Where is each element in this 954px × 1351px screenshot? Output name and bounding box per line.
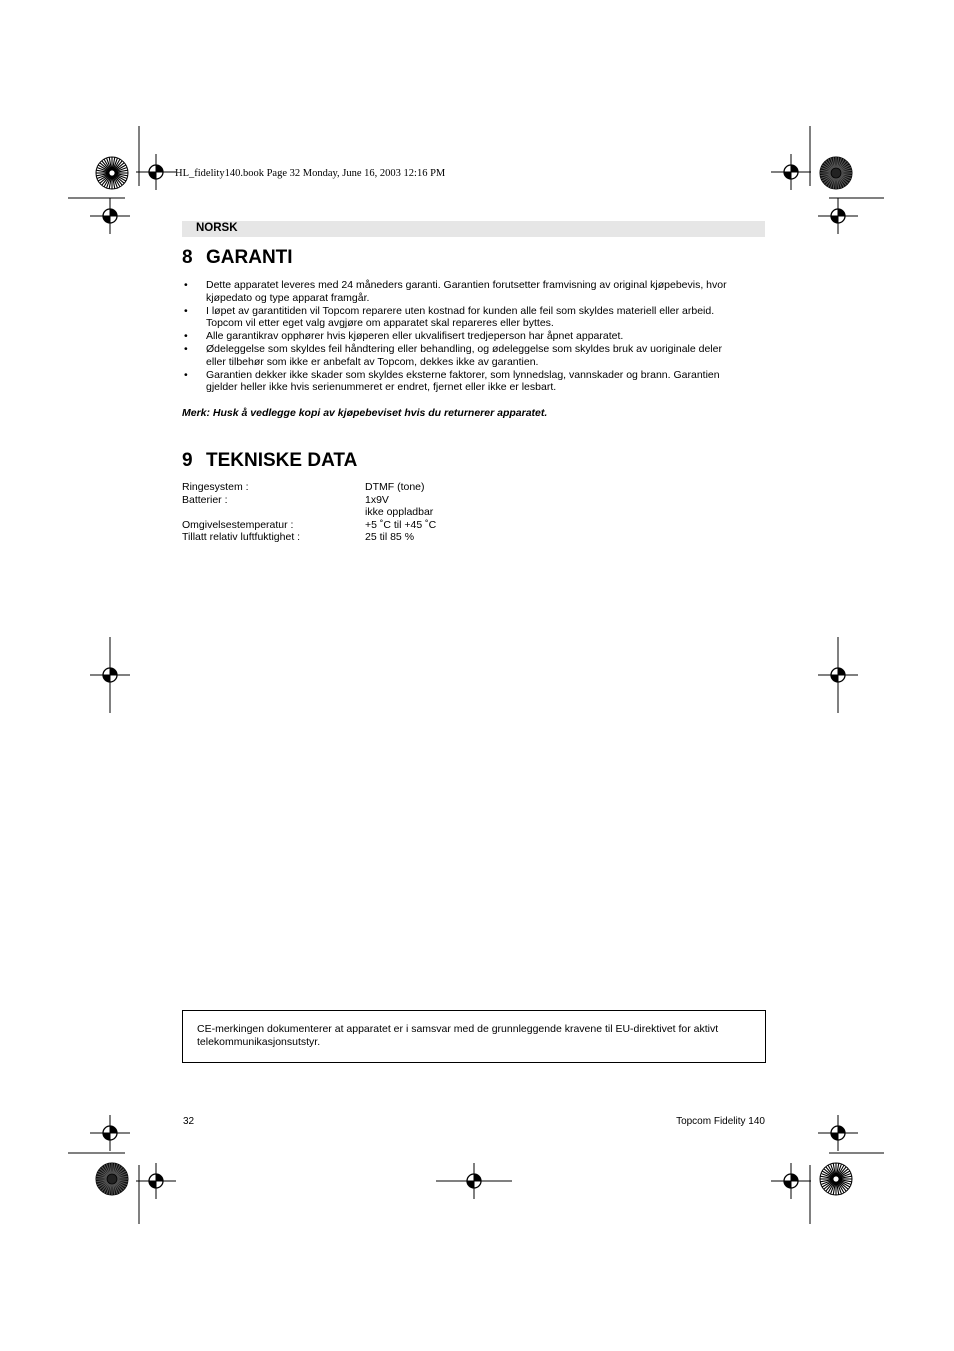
list-item-line: Dette apparatet leveres med 24 måneders garanti. Garantien forutsetter framvisning av original kjøpebevis, hvor [206, 279, 727, 291]
list-item-line: Topcom vil etter eget valg avgjøre om apparatet skal repareres eller byttes. [206, 317, 554, 330]
footer-product-name: Topcom Fidelity 140 [676, 1116, 765, 1127]
spec-value: +5 ˚C til +45 ˚C [365, 518, 437, 531]
spec-label: Omgivelsestemperatur : [182, 518, 294, 531]
spec-value: 1x9V [365, 493, 389, 506]
color-wheel-center [107, 1174, 117, 1184]
color-wheel-center [833, 1176, 839, 1182]
spec-value: 25 til 85 % [365, 531, 415, 544]
section-9-title: TEKNISKE DATA [206, 450, 358, 471]
print-header: HL_fidelity140.book Page 32 Monday, June 16, 2003 12:16 PM [175, 168, 446, 179]
list-item-line: kjøpedato og type apparat framgår. [206, 291, 370, 304]
warranty-list [182, 279, 766, 394]
list-item [182, 343, 766, 369]
list-item [182, 330, 766, 343]
bullet-icon: • [184, 342, 188, 355]
ce-notice-text [197, 1023, 757, 1048]
language-label: NORSK [196, 222, 238, 234]
spec-value: DTMF (tone) [365, 481, 425, 493]
list-item [182, 305, 766, 331]
section-9-number: 9 [182, 450, 193, 471]
spec-label: Batterier : [182, 493, 228, 506]
bullet-icon: • [184, 368, 188, 381]
section-8-title: GARANTI [206, 247, 293, 268]
list-item-line: eller tilbehør som ikke er anbefalt av Topcom, dekkes ikke av garantien. [206, 355, 539, 368]
bullet-icon: • [184, 304, 188, 317]
spec-label: Ringesystem : [182, 481, 249, 493]
spec-label: Tillatt relativ luftfuktighet : [182, 531, 301, 544]
section-8-number: 8 [182, 247, 193, 268]
language-bar [182, 221, 765, 237]
ce-notice-line: telekommunikasjonsutstyr. [197, 1035, 321, 1048]
warranty-note: Merk: Husk å vedlegge kopi av kjøpebeviset hvis du returnerer apparatet. [182, 407, 548, 419]
spec-value: ikke oppladbar [365, 506, 434, 519]
list-item [182, 369, 766, 395]
bullet-icon: • [184, 279, 188, 291]
ce-notice-box [182, 1010, 766, 1063]
list-item-line: Ødeleggelse som skyldes feil håndtering eller behandling, og ødeleggelse som skyldes bruk av uoriginale deler [206, 342, 722, 355]
section-8-heading [182, 247, 293, 269]
list-item [182, 279, 766, 305]
ce-notice-line: CE-merkingen dokumenterer at apparatet er i samsvar med de grunnleggende kravene til EU-direktivet for aktivt [197, 1023, 719, 1035]
color-wheel-center [109, 170, 115, 176]
color-wheel-center [831, 168, 841, 178]
list-item-line: Alle garantikrav opphører hvis kjøperen eller ukvalifisert tredjeperson har åpnet apparatet. [206, 330, 624, 343]
page-number: 32 [183, 1116, 195, 1127]
list-item-line: Garantien dekker ikke skader som skyldes eksterne faktorer, som lynnedslag, vannskader og brann. Garantien [206, 368, 720, 381]
list-item-line: gjelder heller ikke hvis serienummeret er endret, fjernet eller ikke er lesbart. [206, 381, 557, 394]
bullet-icon: • [184, 330, 188, 343]
list-item-line: I løpet av garantitiden vil Topcom reparere uten kostnad for kunden alle feil som skyldes materiell eller arbeid. [206, 304, 715, 317]
section-9-heading [182, 450, 357, 472]
